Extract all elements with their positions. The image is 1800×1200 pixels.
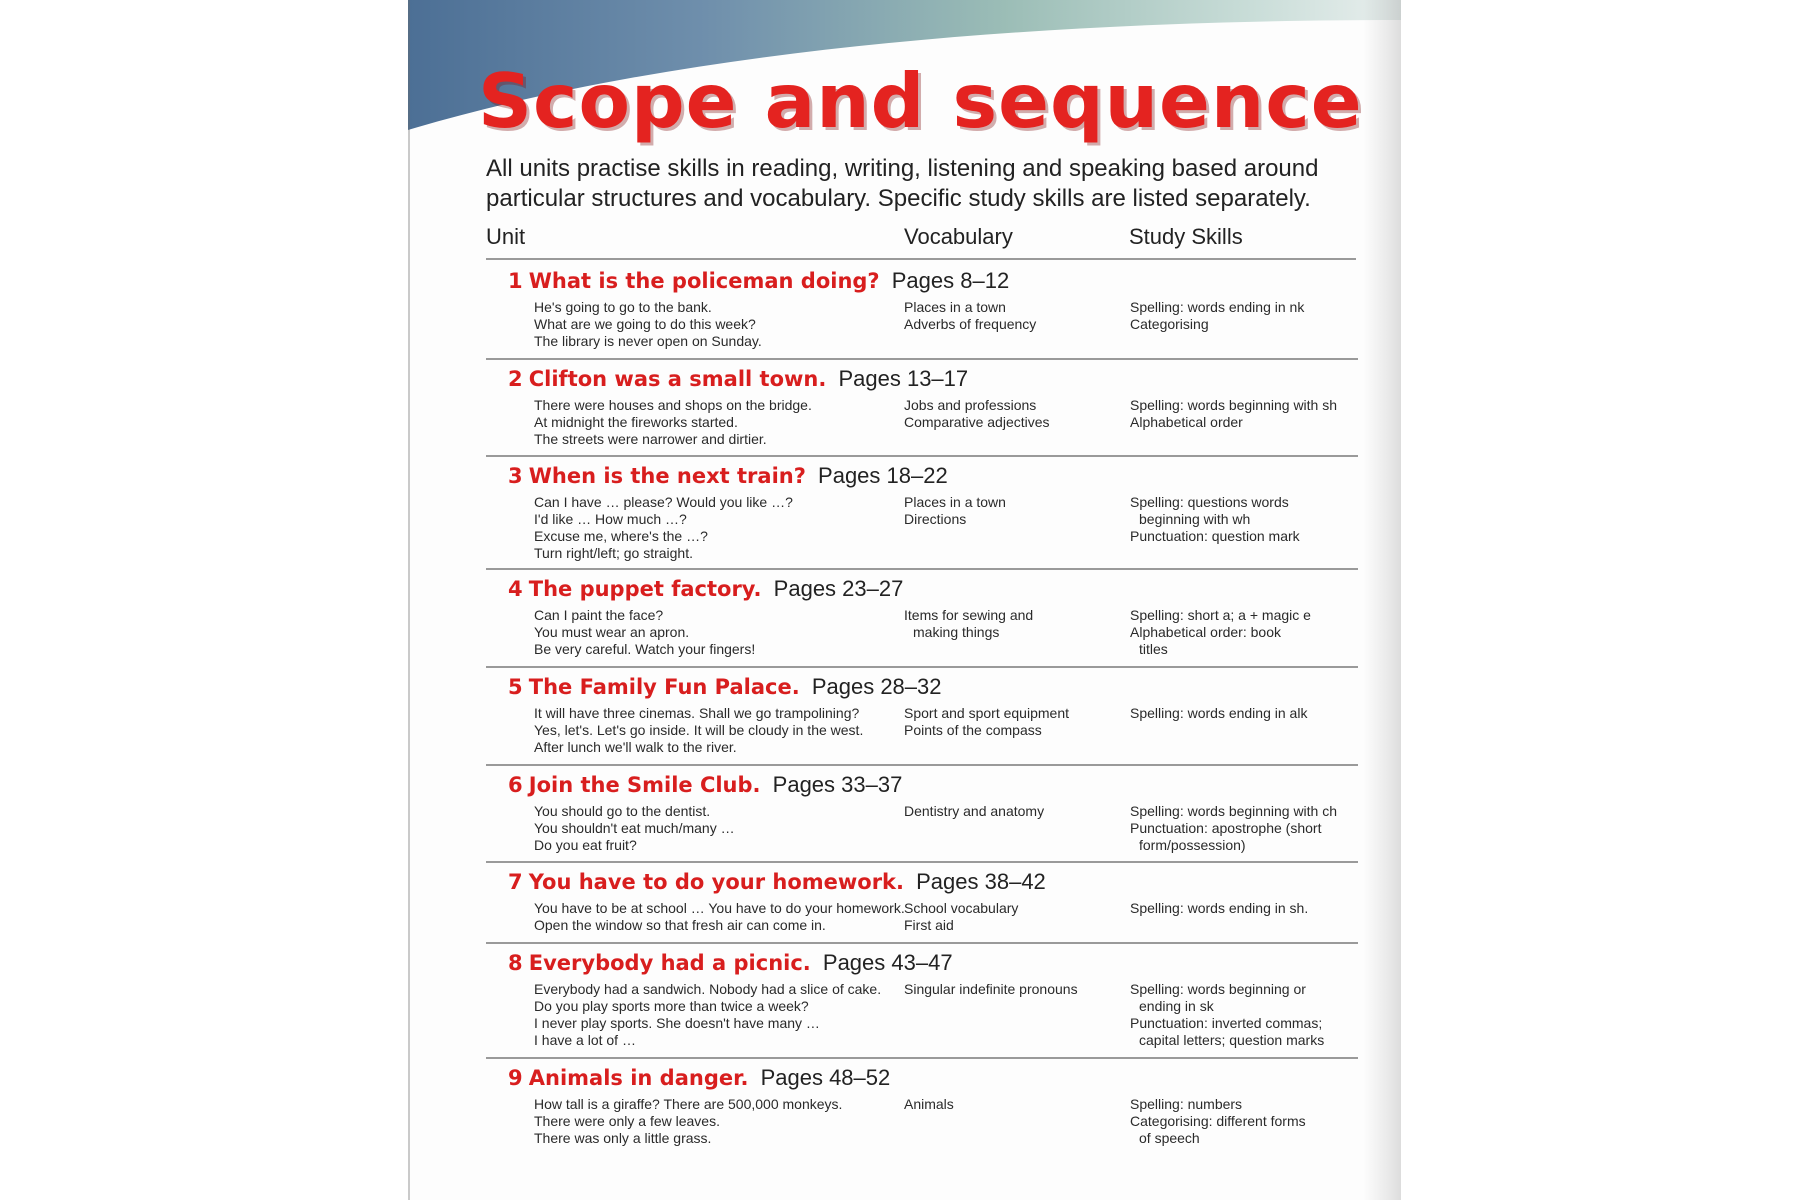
structures bbox=[534, 397, 812, 448]
vocabulary bbox=[904, 705, 1069, 739]
structures bbox=[534, 803, 735, 854]
unit-number: 5 bbox=[508, 675, 523, 699]
header-unit: Unit bbox=[486, 224, 526, 249]
vocabulary bbox=[904, 397, 1050, 431]
structure-line: At midnight the fireworks started. bbox=[534, 414, 738, 430]
structure-line: It will have three cinemas. Shall we go trampolining? bbox=[534, 705, 860, 721]
structure-line: Be very careful. Watch your fingers! bbox=[534, 641, 756, 657]
unit-number: 2 bbox=[508, 367, 523, 391]
vocabulary-line: Singular indefinite pronouns bbox=[904, 981, 1078, 997]
study-skills bbox=[1130, 705, 1307, 722]
unit-number: 1 bbox=[508, 269, 523, 293]
vocabulary bbox=[904, 803, 1044, 820]
skill-line: titles bbox=[1139, 641, 1168, 657]
skill-line: Categorising bbox=[1130, 316, 1209, 332]
unit-pages: Pages 23–27 bbox=[773, 576, 904, 601]
unit-heading bbox=[508, 772, 902, 798]
skill-line: Spelling: words beginning with sh bbox=[1130, 397, 1338, 413]
unit-pages: Pages 28–32 bbox=[811, 674, 942, 699]
unit-number: 3 bbox=[508, 464, 523, 488]
structure-line: Everybody had a sandwich. Nobody had a slice of cake. bbox=[534, 981, 882, 997]
study-skills bbox=[1130, 981, 1324, 1049]
vocabulary bbox=[904, 607, 1033, 641]
study-skills bbox=[1130, 607, 1311, 658]
structure-line: What are we going to do this week? bbox=[534, 316, 756, 332]
unit-heading bbox=[508, 366, 968, 392]
vocabulary-line: making things bbox=[913, 624, 1000, 640]
structure-line: Can I paint the face? bbox=[534, 607, 664, 623]
header-vocabulary: Vocabulary bbox=[904, 224, 1013, 249]
structure-line: Turn right/left; go straight. bbox=[534, 545, 693, 561]
vocabulary-line: Places in a town bbox=[904, 299, 1006, 315]
unit-number: 4 bbox=[508, 577, 523, 601]
unit-heading bbox=[508, 1065, 890, 1091]
unit-pages: Pages 48–52 bbox=[760, 1065, 891, 1090]
unit-pages: Pages 8–12 bbox=[891, 268, 1010, 293]
skill-line: Spelling: questions words bbox=[1130, 494, 1289, 510]
skill-line: Punctuation: apostrophe (short bbox=[1130, 820, 1322, 836]
vocabulary-line: Points of the compass bbox=[904, 722, 1042, 738]
vocabulary bbox=[904, 1096, 954, 1113]
vocabulary-line: Sport and sport equipment bbox=[904, 705, 1069, 721]
unit-row bbox=[486, 944, 1358, 1059]
structure-line: After lunch we'll walk to the river. bbox=[534, 739, 737, 755]
structure-line: You have to be at school … You have to do your homework. bbox=[534, 900, 905, 916]
vocabulary-line: Items for sewing and bbox=[904, 607, 1034, 623]
structure-line: Open the window so that fresh air can come in. bbox=[534, 917, 826, 933]
structure-line: There were only a few leaves. bbox=[534, 1113, 720, 1129]
unit-row bbox=[486, 1059, 1358, 1159]
structure-line: Yes, let's. Let's go inside. It will be cloudy in the west. bbox=[534, 722, 864, 738]
structure-line: He's going to go to the bank. bbox=[534, 299, 712, 315]
structures bbox=[534, 607, 755, 658]
vocabulary-line: Directions bbox=[904, 511, 967, 527]
unit-number: 7 bbox=[508, 870, 523, 894]
structure-line: I'd like … How much …? bbox=[534, 511, 687, 527]
skill-line: Spelling: words ending in nk bbox=[1130, 299, 1305, 315]
skill-line: capital letters; question marks bbox=[1139, 1032, 1325, 1048]
vocabulary-line: Animals bbox=[904, 1096, 954, 1112]
page-fold-shadow bbox=[1363, 0, 1401, 1200]
unit-pages: Pages 13–17 bbox=[838, 366, 969, 391]
structure-line: How tall is a giraffe? There are 500,000 monkeys. bbox=[534, 1096, 843, 1112]
unit-row bbox=[486, 457, 1358, 570]
study-skills bbox=[1130, 803, 1337, 854]
vocabulary-line: Dentistry and anatomy bbox=[904, 803, 1045, 819]
unit-title: Clifton was a small town. bbox=[528, 367, 827, 391]
unit-title: The puppet factory. bbox=[528, 577, 762, 601]
structures bbox=[534, 299, 762, 350]
unit-title: You have to do your homework. bbox=[528, 870, 904, 894]
skill-line: Spelling: words ending in alk bbox=[1130, 705, 1308, 721]
vocabulary-line: First aid bbox=[904, 917, 954, 933]
study-skills bbox=[1130, 900, 1308, 917]
vocabulary-line: Adverbs of frequency bbox=[904, 316, 1037, 332]
study-skills bbox=[1130, 494, 1300, 545]
unit-number: 9 bbox=[508, 1066, 523, 1090]
structure-line: The library is never open on Sunday. bbox=[534, 333, 762, 349]
vocabulary bbox=[904, 900, 1018, 934]
structure-line: Can I have … please? Would you like …? bbox=[534, 494, 793, 510]
unit-heading bbox=[508, 463, 948, 489]
unit-title: When is the next train? bbox=[528, 464, 806, 488]
structure-line: The streets were narrower and dirtier. bbox=[534, 431, 767, 447]
unit-heading bbox=[508, 950, 953, 976]
skill-line: Alphabetical order: book bbox=[1130, 624, 1281, 640]
page-title: Scope and sequence bbox=[478, 57, 1363, 145]
structure-line: You should go to the dentist. bbox=[534, 803, 711, 819]
unit-title: The Family Fun Palace. bbox=[528, 675, 800, 699]
skill-line: Punctuation: inverted commas; bbox=[1130, 1015, 1323, 1031]
unit-row bbox=[486, 766, 1358, 863]
unit-pages: Pages 33–37 bbox=[772, 772, 903, 797]
skill-line: Spelling: numbers bbox=[1130, 1096, 1243, 1112]
structures bbox=[534, 981, 881, 1049]
skill-line: Spelling: words beginning with ch bbox=[1130, 803, 1338, 819]
skill-line: beginning with wh bbox=[1139, 511, 1251, 527]
unit-row bbox=[486, 262, 1358, 360]
unit-title: Everybody had a picnic. bbox=[528, 951, 811, 975]
skill-line: Punctuation: question mark bbox=[1130, 528, 1300, 544]
page-left-edge bbox=[408, 0, 410, 1200]
study-skills bbox=[1130, 1096, 1306, 1147]
structure-line: Excuse me, where's the …? bbox=[534, 528, 708, 544]
structure-line: Do you eat fruit? bbox=[534, 837, 637, 853]
unit-number: 6 bbox=[508, 773, 523, 797]
unit-row bbox=[486, 570, 1358, 668]
structure-line: There was only a little grass. bbox=[534, 1130, 712, 1146]
unit-title: Animals in danger. bbox=[528, 1066, 749, 1090]
skill-line: form/possession) bbox=[1139, 837, 1246, 853]
structure-line: I never play sports. She doesn't have many … bbox=[534, 1015, 820, 1031]
vocabulary-line: School vocabulary bbox=[904, 900, 1019, 916]
unit-pages: Pages 18–22 bbox=[818, 463, 948, 488]
structure-line: Do you play sports more than twice a week? bbox=[534, 998, 809, 1014]
vocabulary-line: Places in a town bbox=[904, 494, 1006, 510]
skill-line: Spelling: words ending in sh. bbox=[1130, 900, 1309, 916]
vocabulary-line: Jobs and professions bbox=[904, 397, 1037, 413]
structure-line: You must wear an apron. bbox=[534, 624, 690, 640]
structures bbox=[534, 494, 793, 562]
unit-title: What is the policeman doing? bbox=[528, 269, 880, 293]
study-skills bbox=[1130, 397, 1337, 431]
unit-row bbox=[486, 863, 1358, 944]
unit-pages: Pages 43–47 bbox=[822, 950, 953, 975]
structures bbox=[534, 900, 905, 934]
vocabulary bbox=[904, 494, 1006, 528]
column-headers bbox=[486, 222, 1356, 252]
intro-paragraph: All units practise skills in reading, writing, listening and speaking based around particular structures and vocabulary. Specific study skills are listed separately. bbox=[486, 155, 1319, 212]
vocabulary-line: Comparative adjectives bbox=[904, 414, 1050, 430]
units-list bbox=[486, 262, 1358, 1159]
structure-line: I have a lot of … bbox=[534, 1032, 636, 1048]
unit-number: 8 bbox=[508, 951, 523, 975]
structures bbox=[534, 705, 863, 756]
skill-line: of speech bbox=[1139, 1130, 1200, 1146]
unit-title: Join the Smile Club. bbox=[528, 773, 761, 797]
vocabulary bbox=[904, 299, 1036, 333]
skill-line: ending in sk bbox=[1139, 998, 1214, 1014]
unit-pages: Pages 38–42 bbox=[916, 869, 1046, 894]
structure-line: You shouldn't eat much/many … bbox=[534, 820, 735, 836]
unit-row bbox=[486, 668, 1358, 766]
unit-heading bbox=[508, 869, 1046, 895]
structure-line: There were houses and shops on the bridge. bbox=[534, 397, 812, 413]
skill-line: Spelling: words beginning or bbox=[1130, 981, 1306, 997]
structures bbox=[534, 1096, 842, 1147]
book-page bbox=[408, 0, 1401, 1200]
header-divider bbox=[486, 258, 1356, 260]
unit-heading bbox=[508, 674, 942, 700]
unit-heading bbox=[508, 576, 903, 602]
vocabulary bbox=[904, 981, 1078, 998]
skill-line: Categorising: different forms bbox=[1130, 1113, 1306, 1129]
skill-line: Alphabetical order bbox=[1130, 414, 1243, 430]
unit-heading bbox=[508, 268, 1009, 294]
unit-row bbox=[486, 360, 1358, 457]
skill-line: Spelling: short a; a + magic e bbox=[1130, 607, 1311, 623]
header-study-skills: Study Skills bbox=[1129, 224, 1243, 249]
study-skills bbox=[1130, 299, 1304, 333]
